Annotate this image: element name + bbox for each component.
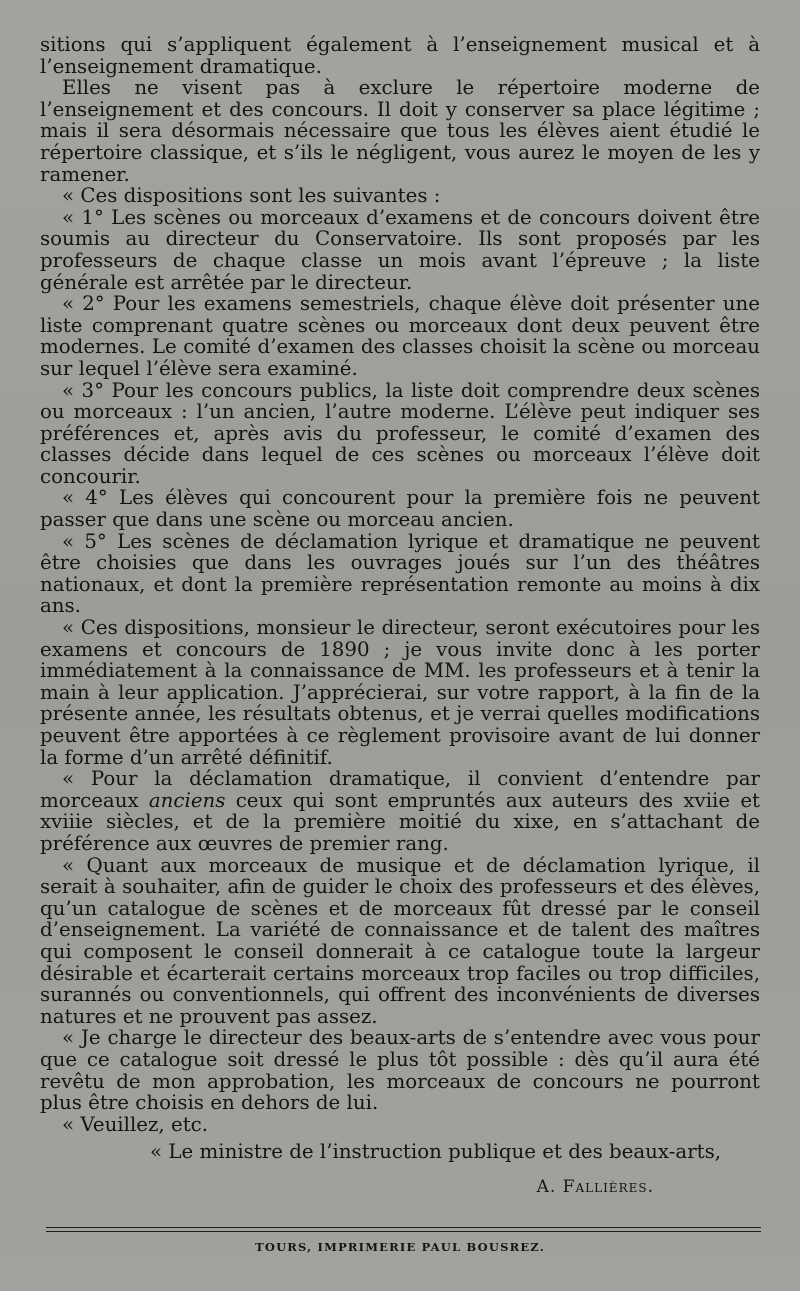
paragraph-closing: « Veuillez, etc. bbox=[62, 1112, 209, 1136]
declamation-text-em: anciens bbox=[148, 788, 226, 812]
declamation-text-post: ceux qui sont empruntés aux auteurs des xviie et xviiie siècles, et de la première moitié du xixe, en s’attachant de préférence aux œuvres de premier rang. bbox=[40, 788, 760, 855]
paragraph-charge: « Je charge le directeur des beaux-arts de s’entendre avec vous pour que ce catalogue soit dressé le plus tôt possible : dès qu’il aura été revêtu de mon approbation, les morceaux de concours ne pourront plus être choisis en dehors de lui. bbox=[40, 1026, 760, 1115]
paragraph-continuation: sitions qui s’appliquent également à l’enseignement musical et à l’enseignement dramatique. bbox=[40, 33, 760, 78]
signature-name bbox=[537, 1177, 654, 1197]
paragraph-repertoire: Elles ne visent pas à exclure le répertoire moderne de l’enseignement et des concours. Il doit y conserver sa place légitime ; mais il sera désormais nécessaire que tous les élèves aient étudié le répertoire classique, et s’ils le négligent, vous aurez le moyen de les y ramener. bbox=[40, 76, 760, 186]
paragraph-rule-4: « 4° Les élèves qui concourent pour la première fois ne peuvent passer que dans une scène ou morceau ancien. bbox=[40, 486, 760, 532]
body-text bbox=[40, 34, 760, 1135]
declamation-text-pre: « Pour la déclamation dramatique, il convient d’entendre par morceaux bbox=[40, 767, 760, 812]
paragraph-rule-1: « 1° Les scènes ou morceaux d’examens et de concours doivent être soumis au directeur du Conservatoire. Ils sont proposés par les professeurs de chaque classe un mois avant l’épreuve ; la liste générale est arrêtée par le directeur. bbox=[40, 205, 760, 294]
paragraph-rule-5: « 5° Les scènes de déclamation lyrique et dramatique ne peuvent être choisies que dans les ouvrages joués sur l’un des théâtres nationaux, et dont la première représentation remonte au moins à dix ans. bbox=[40, 529, 760, 618]
signature-initial: A. bbox=[536, 1177, 557, 1197]
paragraph-execution: « Ces dispositions, monsieur le directeur, seront exécutoires pour les examens et concours de 1890 ; je vous invite donc à les porter immédiatement à la connaissance de MM. les professeurs et à tenir la main à leur application. J’apprécierai, sur votre rapport, à la fin de la présente année, les résultats obtenus, et je verrai quelles modifications peuvent être apportées à ce règlement provisoire avant de lui donner la forme d’un arrêté définitif. bbox=[40, 616, 760, 769]
paragraph-rule-3: « 3° Pour les concours publics, la liste doit comprendre deux scènes ou morceaux : l’un ancien, l’autre moderne. L’élève peut indiquer ses préférences et, après avis du professeur, le comité d’examen des classes décide dans lequel de ces scènes ou morceaux l’élève doit concourir. bbox=[40, 378, 760, 488]
signature-line: « Le ministre de l’instruction publique et des beaux-arts, bbox=[150, 1140, 722, 1163]
paragraph-declamation bbox=[40, 768, 760, 854]
paragraph-rule-2: « 2° Pour les examens semestriels, chaque élève doit présenter une liste comprenant quatre scènes ou morceaux dont deux peuvent être modernes. Le comité d’examen des classes choisit la scène ou morceau sur lequel l’élève sera examiné. bbox=[40, 292, 760, 380]
paragraph-dispositions-intro: « Ces dispositions sont les suivantes : bbox=[62, 184, 441, 208]
footer-rule-thin bbox=[46, 1231, 761, 1232]
printer-imprint: TOURS, IMPRIMERIE PAUL BOUSREZ. bbox=[255, 1240, 545, 1254]
footer-rule bbox=[46, 1227, 761, 1228]
signature-surname: Fallières. bbox=[562, 1177, 654, 1197]
paragraph-catalogue: « Quant aux morceaux de musique et de déclamation lyrique, il serait à souhaiter, afin de guider le choix des professeurs et des élèves, qu’un catalogue de scènes et de morceaux fût dressé par le conseil d’enseignement. La variété de connaissance et de talent des maîtres qui composent le conseil donnerait à ce catalogue toute la largeur désirable et écarterait certains morceaux trop faciles ou trop difficiles, surannés ou conventionnels, qui offrent des inconvénients de diverses natures et ne prouvent pas assez. bbox=[40, 853, 760, 1028]
